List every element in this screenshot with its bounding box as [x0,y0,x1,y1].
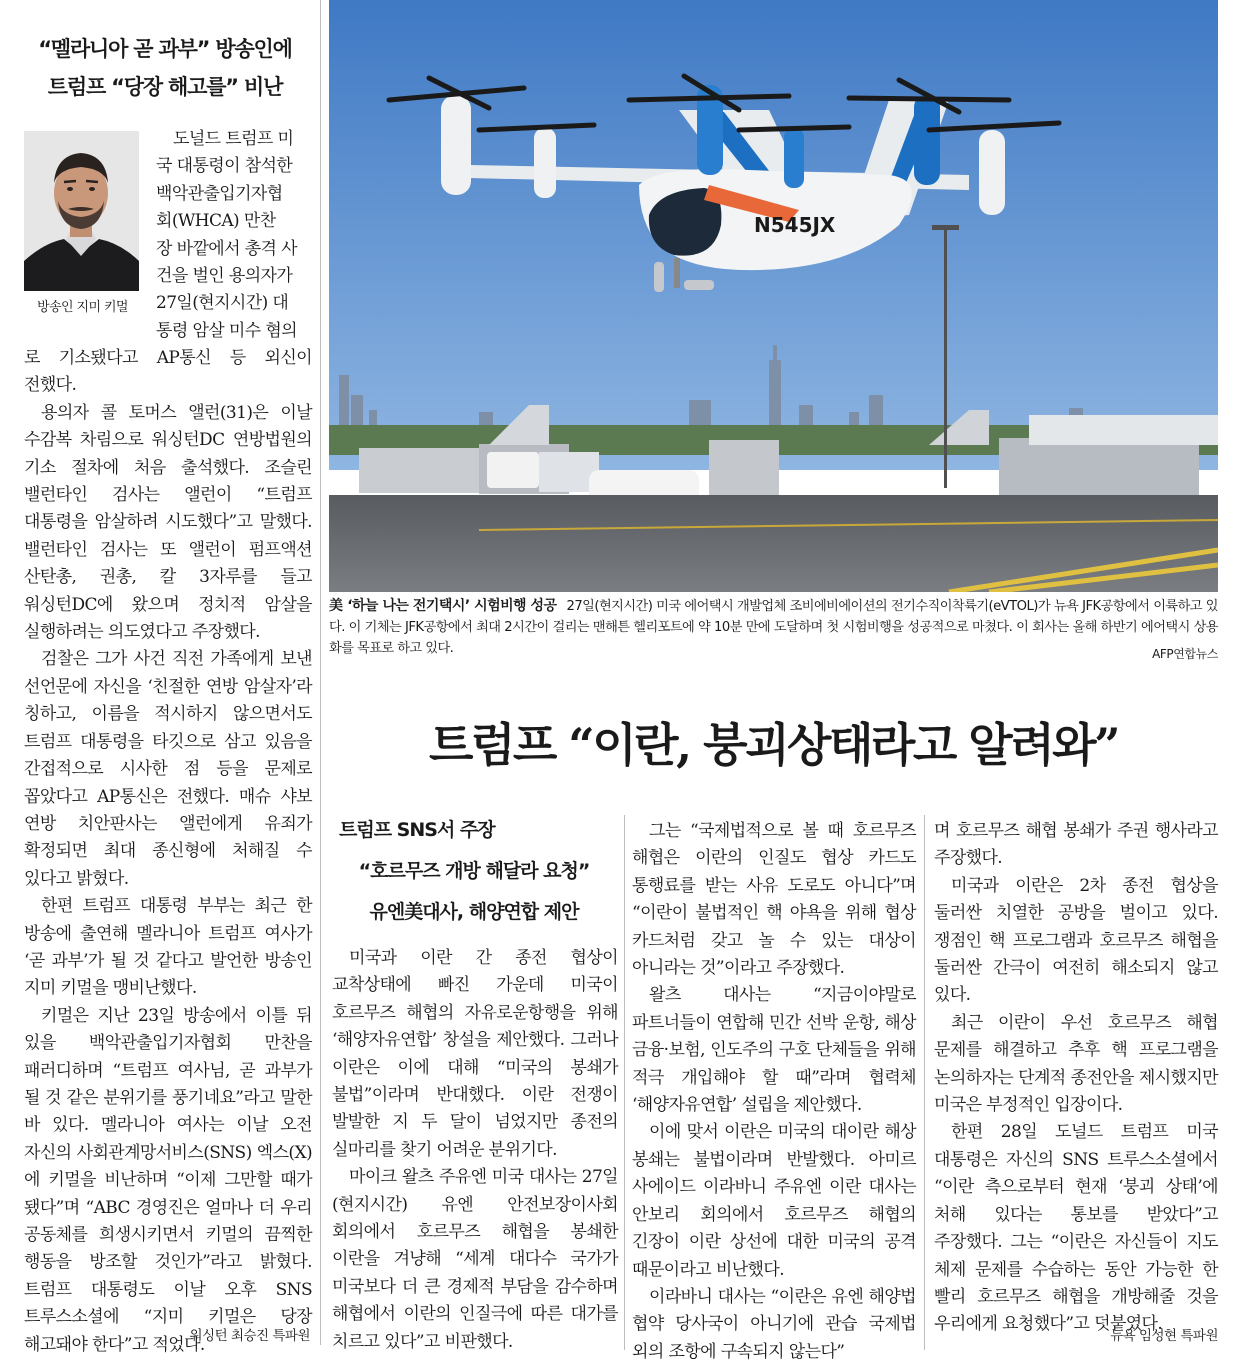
left-article-headline [20,30,310,106]
left-byline: 워싱턴 최승진 특파원 [189,1328,310,1344]
left-lead-line: 회(WHCA) 만찬 [156,211,276,232]
main-paragraph: 이에 맞서 이란은 미국의 대이란 해상 봉쇄는 불법이라며 반발했다. 아미르 사에이드 이라바니 주유엔 이란 대사는 안보리 회의에서 호르무즈 해협의 긴장이 이란 상선에 대한 미국의 공격 때문이라고 비난했다. [632,1122,916,1280]
left-paragraph: 키멀은 지난 23일 방송에서 이틀 뒤 있을 백악관출입기자협회 만찬을 패러디하며 “트럼프 여사님, 곧 과부가 될 것 같은 분위기를 풍기네요”라고 말한 바 있다. 멜라니아 여사는 이날 오전 자신의 사회관계망서비스(SNS) 엑스(X)에 키멀을 비난하며 “이제 그만할 때가 됐다”며 “ABC 경영진은 얼마나 더 우리 공동체를 희생시키면서 키멀의 끔찍한 행동을 방조할 것인가”라고 밝혔다. 트럼프 대통령도 이날 오후 SNS 트루스소셜에 “지미 키멀은 당장 해고돼야 한다”고 적었다. [24,1005,312,1355]
left-headline-line1: “멜라니아 곧 과부” 방송인에 [38,37,292,61]
main-paragraph: 왈츠 대사는 “지금이야말로 파트너들이 연합해 민간 선박 운항, 해상 금융·보험, 인도주의 구호 단체들을 위해 적극 개입해야 할 때”라며 협력체 ‘해양자유연합’ 설립을 제안했다. [632,985,916,1116]
left-headline-line2: 트럼프 “당장 해고를” 비난 [47,75,283,99]
main-col1 [332,945,618,1356]
main-paragraph: 이라바니 대사는 “이란은 유엔 해양법 협약 당사국이 아니기에 관습 국제법 외의 조항에 구속되지 않는다” [632,1286,916,1362]
column-divider [320,0,321,1345]
left-paragraph: 한편 트럼프 대통령 부부는 최근 한 방송에 출연해 멜라니아 트럼프 여사가 ‘곧 과부’가 될 것 같다고 발언한 방송인 지미 키멀을 맹비난했다. [24,896,312,999]
photo-caption-text: 27일(현지시간) 미국 에어택시 개발업체 조비에비에이션의 전기수직이착륙기(eVTOL)가 뉴욕 JFK공항에서 이륙하고 있다. 이 기체는 JFK공항에서 최대 2시간이 걸리는 맨해튼 헬리포트에 약 10분 만에 도달하며 첫 시험비행을 성공적으로 마쳤다. 이 회사는 올해 하반기 에어택시 상용화를 목표로 하고 있다. [329,599,1218,656]
main-paragraph: 그는 “국제법적으로 볼 때 호르무즈 해협은 이란의 인질도 협상 카드도 통행료를 받는 사유 도로도 아니다”며 “이란이 불법적인 핵 야욕을 위해 협상 카드처럼 갖고 놀 수 있는 대상이 아니라는 것”이라고 주장했다. [632,821,916,979]
left-paragraph: 용의자 콜 토머스 앨런(31)은 이날 수감복 차림으로 워싱턴DC 연방법원의 기소 절차에 처음 출석했다. 조슬린 밸런타인 검사는 앨런이 “트럼프 대통령을 암살하려 시도했다”고 말했다. 밸런타인 검사는 또 앨런이 펌프액션 산탄총, 권총, 칼 3자루를 들고 워싱턴DC에 왔으며 정치적 암살을 실행하려는 의도였다고 주장했다. [24,402,312,643]
main-paragraph: 미국과 이란은 2차 종전 협상을 둘러싼 치열한 공방을 벌이고 있다. 쟁점인 핵 프로그램과 호르무즈 해협을 둘러싼 간극이 여전히 해소되지 않고 있다. [934,875,1218,1006]
left-lead-line: 장 바깥에서 총격 사 [156,238,297,259]
photo-credit: AFP연합뉴스 [1152,647,1218,661]
left-lead-line: 도널드 트럼프 미 [173,129,294,149]
evtol-illustration [329,0,1218,592]
column-divider [924,815,925,1350]
main-col2 [632,818,916,1366]
subhead-line2: “호르무즈 개방 해달라 요청” [358,860,590,882]
subhead-line1: 트럼프 SNS서 주장 [339,819,495,841]
portrait-caption: 방송인 지미 키멀 [37,300,128,315]
left-lead-line: 백악관출입기자협 [156,183,283,204]
left-article-body [24,345,312,1359]
main-subhead [329,810,619,933]
main-col3 [934,818,1218,1339]
main-byline: 뉴욕 임성현 특파원 [1110,1328,1218,1344]
aircraft-registration: N545JX [754,213,836,237]
photo-caption [329,596,1218,659]
left-paragraph: 검찰은 그가 사건 직전 가족에게 보낸 선언문에 자신을 ‘친절한 연방 암살자’라 칭하고, 이름을 적시하지 않으면서도 트럼프 대통령을 타깃으로 삼고 있음을 간접적으로 시사한 점 등을 문제로 꼽았다고 AP통신은 전했다. 매슈 샤보 연방 치안판사는 앨런에게 유죄가 확정되면 최대 종신형에 처해질 수 있다고 밝혔다. [24,649,312,889]
column-divider [624,815,625,1350]
left-lead-rest: 로 기소됐다고 AP통신 등 외신이 전했다. [24,348,312,396]
main-paragraph: 한편 28일 도널드 트럼프 미국 대통령은 자신의 SNS 트루스소셜에서 “이란 측으로부터 현재 ‘붕괴 상태’에 처해 있다는 통보를 받았다”고 주장했다. 그는 “이란은 자신들이 지도 체제 문제를 수습하는 동안 가능한 한 빨리 호르무즈 해협을 개방해줄 것을 우리에게 요청했다”고 덧붙였다. [934,1122,1218,1335]
left-lead-wrapped [156,126,312,345]
photo-caption-title: 美 ‘하늘 나는 전기택시’ 시험비행 성공 [329,598,557,614]
main-paragraph: 마이크 왈츠 주유엔 미국 대사는 27일(현지시간) 유엔 안전보장이사회 회의에서 호르무즈 해협을 봉쇄한 이란을 겨냥해 “세계 대다수 국가가 미국보다 더 큰 경제적 부담을 감수하며 해협에서 이란의 인질극에 따른 대가를 치르고 있다”고 비판했다. [332,1167,618,1352]
portrait-illustration [24,131,139,291]
portrait-photo [24,131,139,291]
main-paragraph: 최근 이란이 우선 호르무즈 해협 문제를 해결하고 추후 핵 프로그램을 논의하자는 단계적 종전안을 제시했지만 미국은 부정적인 입장이다. [934,1012,1218,1116]
left-lead-line: 건을 벌인 용의자가 [156,266,293,287]
subhead-line3: 유엔美대사, 해양연합 제안 [369,901,579,923]
left-lead-line: 국 대통령이 참석한 [156,156,293,177]
left-lead-line: 27일(현지시간) 대 [156,293,289,314]
main-headline: 트럼프 “이란, 붕괴상태라고 알려와” [428,718,1119,772]
evtol-photo [329,0,1218,592]
left-lead-line: 통령 암살 미수 혐의 [156,320,297,341]
main-paragraph: 미국과 이란 간 종전 협상이 교착상태에 빠진 가운데 미국이 호르무즈 해협의 자유로운항행을 위해 ‘해양자유연합’ 창설을 제안했다. 그러나 이란은 이에 대해 “미국의 봉쇄가 불법”이라며 반대했다. 이란 전쟁이 발발한 지 두 달이 넘었지만 종전의 실마리를 찾기 어려운 분위기다. [332,948,618,1160]
main-paragraph: 며 호르무즈 해협 봉쇄가 주권 행사라고 주장했다. [934,821,1218,869]
